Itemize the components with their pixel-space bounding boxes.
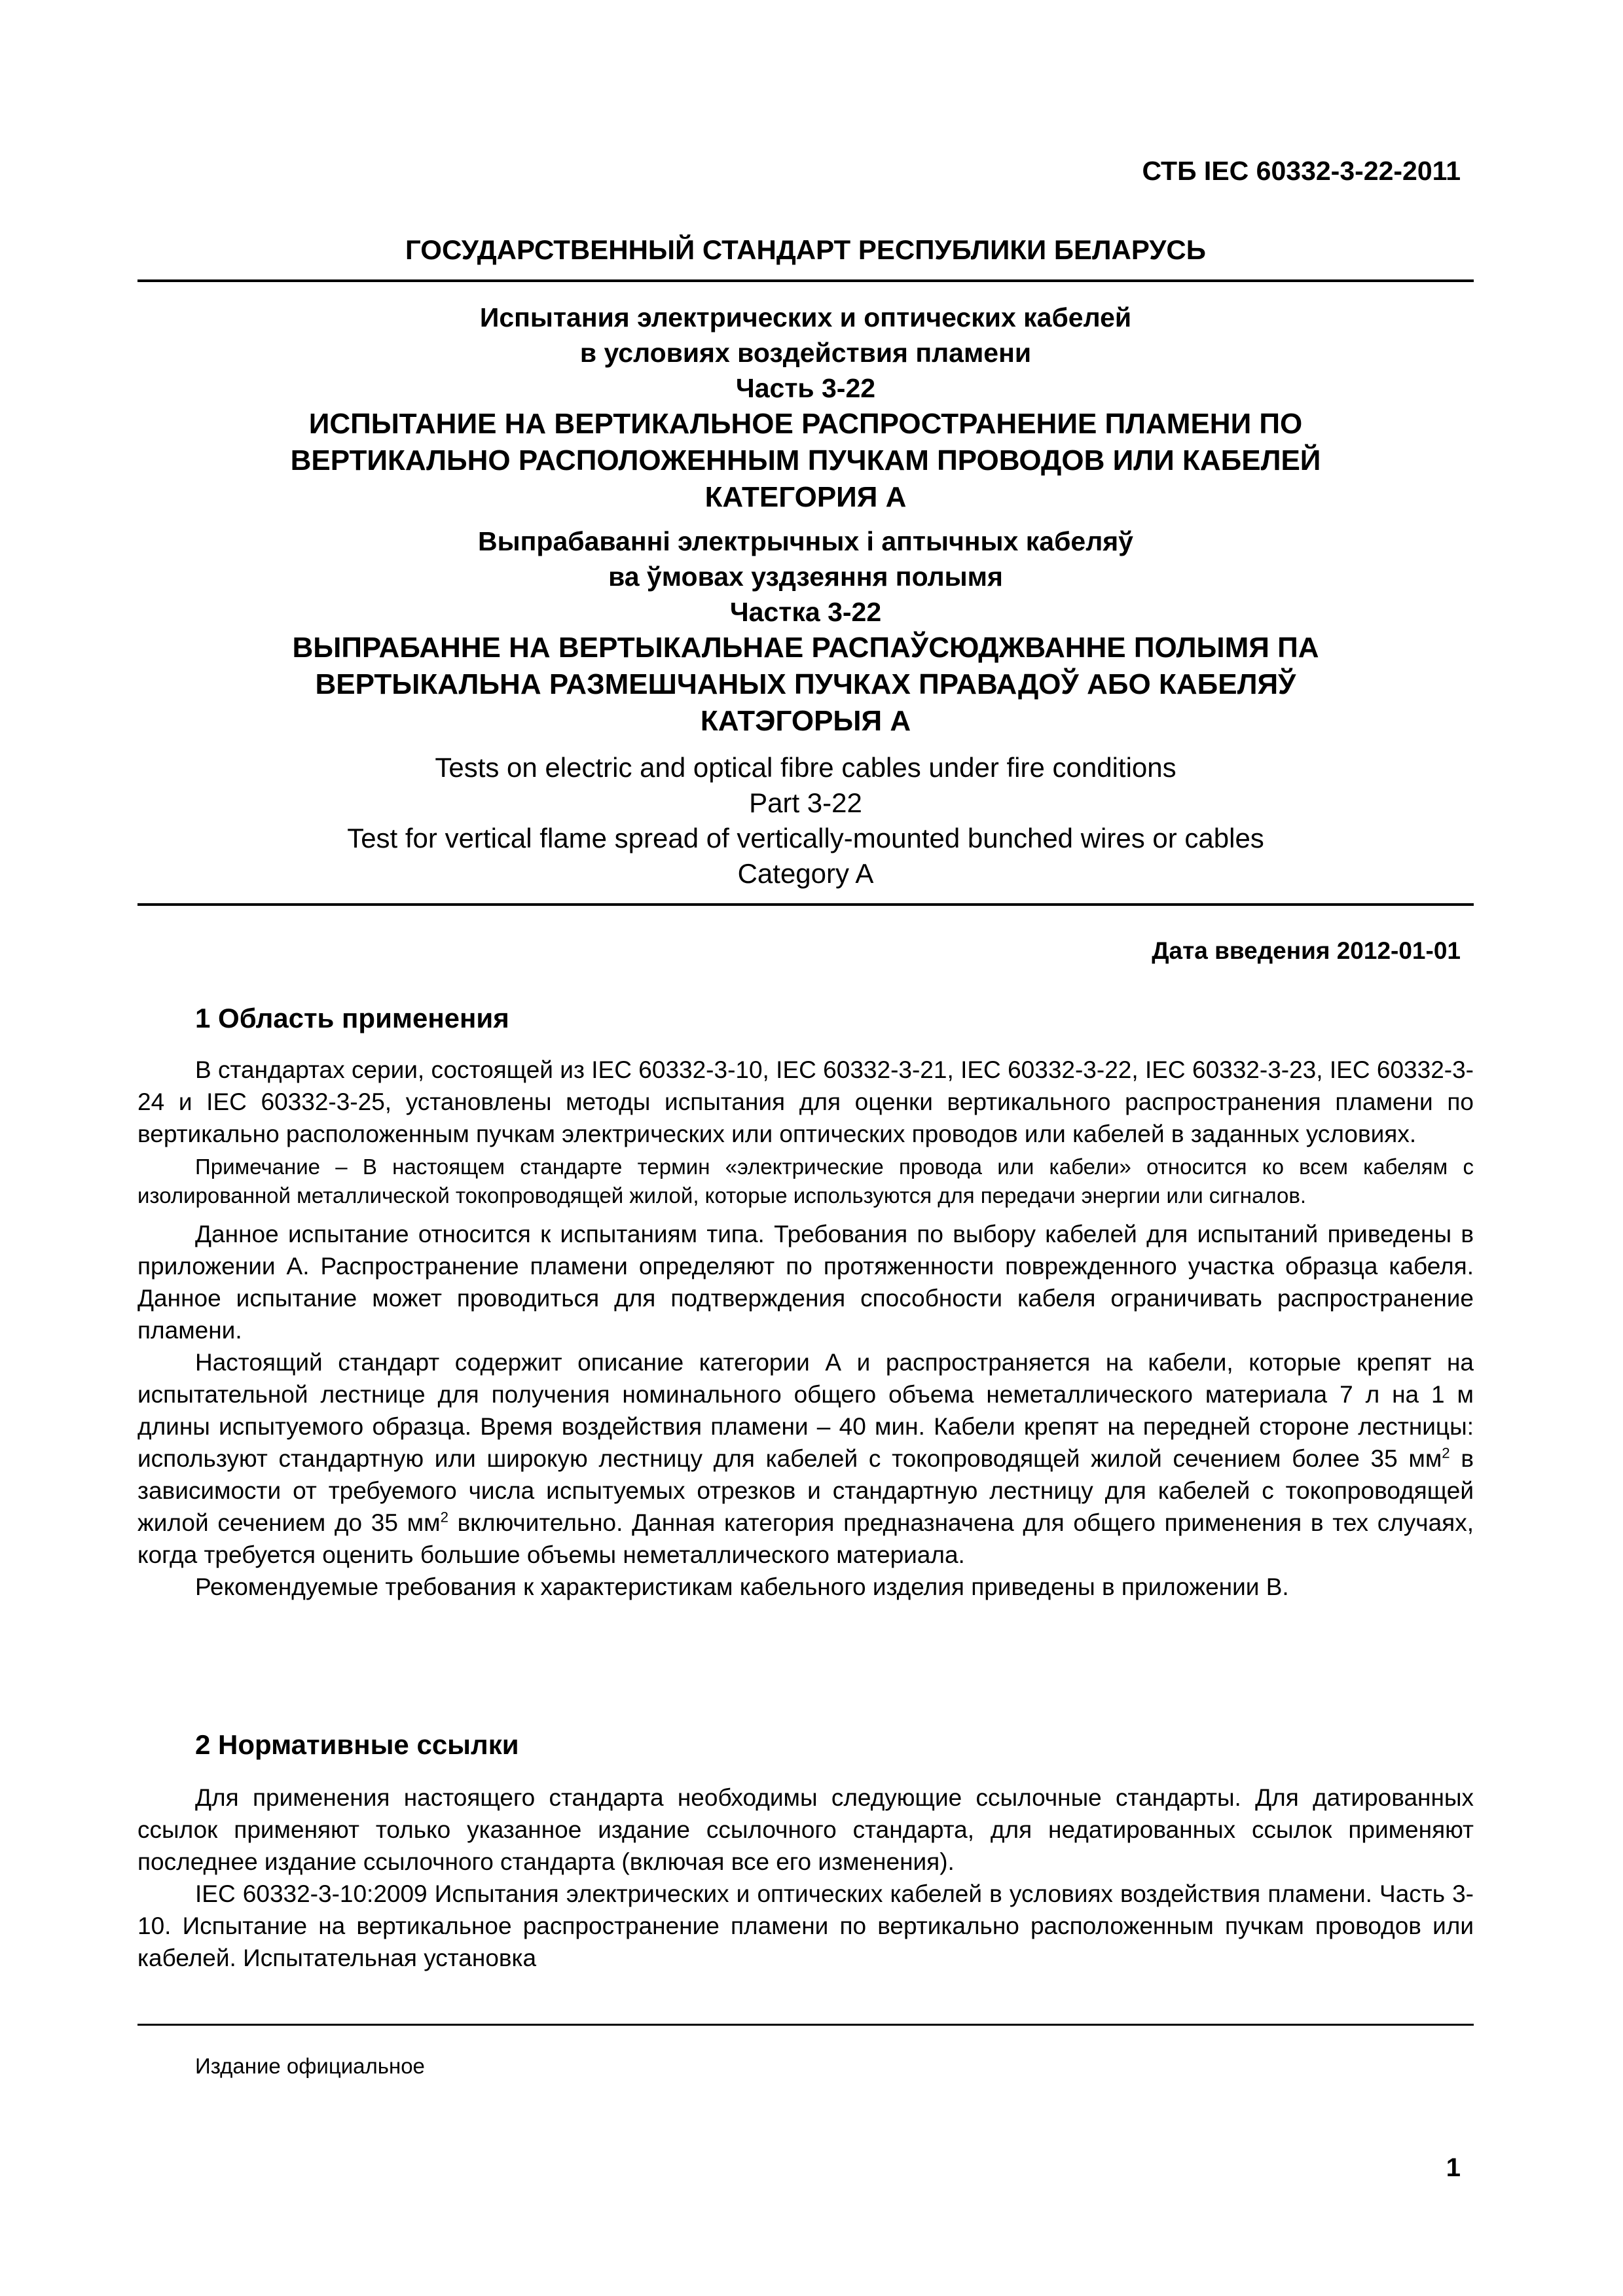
title-by-line: ВЫПРАБАННЕ НА ВЕРТЫКАЛЬНАЕ РАСПАЎСЮДЖВАННЕ ПОЛЫМЯ ПА (292, 632, 1319, 664)
title-en-line: Part 3-22 (749, 787, 862, 818)
standard-code: СТБ IEC 60332-3-22-2011 (1142, 156, 1461, 186)
title-en-line: Test for vertical flame spread of vertically-mounted bunched wires or cables (347, 823, 1264, 853)
title-ru-line: КАТЕГОРИЯ А (704, 481, 907, 513)
title-en-line: Tests on electric and optical fibre cables under fire conditions (435, 752, 1176, 783)
paragraph: Рекомендуемые требования к характеристикам кабельного изделия приведены в приложении В. (195, 1573, 1289, 1600)
title-ru (137, 300, 1474, 516)
effective-date: Дата введения 2012-01-01 (1152, 937, 1461, 964)
state-standard-heading: ГОСУДАРСТВЕННЫЙ СТАНДАРТ РЕСПУБЛИКИ БЕЛАРУСЬ (405, 234, 1206, 265)
section-2-body (137, 1782, 1474, 1974)
paragraph: Для применения настоящего стандарта необходимы следующие ссылочные стандарты. Для датированных ссылок применяют только указанное издание ссылочного стандарта, для недатированных ссылок применяют последнее издание ссылочного стандарта (включая все его изменения). (137, 1784, 1474, 1875)
title-bottom-rule (137, 903, 1474, 906)
edition-note: Издание официальное (195, 2054, 425, 2078)
note: Примечание – В настоящем стандарте термин «электрические провода или кабели» относится ко всем кабелям с изолированной металлической токопроводящей жилой, которые используются для передачи энергии или сигналов. (137, 1155, 1474, 1208)
page-number: 1 (1446, 2153, 1461, 2182)
paragraph: IEC 60332-3-10:2009 Испытания электрических и оптических кабелей в условиях воздействия пламени. Часть 3-10. Испытание на вертикальное распространение пламени по вертикально расположенным пучкам проводов или кабелей. Испытательная установка (137, 1880, 1474, 1971)
paragraph: Настоящий стандарт содержит описание категории А и распространяется на кабели, которые крепят на испытательной лестнице для получения номинального общего объема неметаллического материала 7 л на 1 м длины испытуемого образца. Время воздействия пламени – 40 мин. Кабели крепят на передней стороне лестницы: используют стандартную или широкую лестницу для кабелей с токопроводящей жилой сечением более 35 $мм^2$ в зависимости от требуемого числа испытуемых отрезков и стандартную лестницу для кабелей с токопроводящей жилой сечением до 35 $мм^2$ включительно. Данная категория предназначена для общего применения в тех случаях, когда требуется оценить большие объемы неметаллического материала. (137, 1349, 1474, 1568)
footer-rule (137, 2024, 1474, 2026)
title-en-line: Category A (737, 858, 874, 889)
paragraph: В стандартах серии, состоящей из IEC 60332-3-10, IEC 60332-3-21, IEC 60332-3-22, IEC 60332-3-23, IEC 60332-3-24 и IEC 60332-3-25, установлены методы испытания для оценки вертикального распространения пламени по вертикально расположенным пучкам электрических или оптических проводов или кабелей в заданных условиях. (137, 1056, 1474, 1147)
title-ru-line: в условиях воздействия пламени (579, 338, 1032, 368)
title-ru-line: Часть 3-22 (735, 373, 876, 403)
top-rule (137, 279, 1474, 282)
title-ru-line: Испытания электрических и оптических кабелей (479, 302, 1132, 332)
paragraph: Данное испытание относится к испытаниям типа. Требования по выбору кабелей для испытаний приведены в приложении А. Распространение пламени определяют по протяженности поврежденного участка образца кабеля. Данное испытание может проводиться для подтверждения способности кабеля ограничивать распространение пламени. (137, 1221, 1474, 1344)
section-1-body (137, 1054, 1474, 1603)
section-1-heading: 1 Область применения (195, 1003, 509, 1033)
title-by-line: ва ўмовах уздзеяння полымя (608, 562, 1003, 592)
title-ru-line: ИСПЫТАНИЕ НА ВЕРТИКАЛЬНОЕ РАСПРОСТРАНЕНИЕ ПЛАМЕНИ ПО (308, 408, 1303, 440)
title-by-line: Выпрабаванні электрычных і аптычных кабеляў (478, 526, 1133, 556)
section-2-heading: 2 Нормативные ссылки (195, 1729, 519, 1760)
title-by-line: ВЕРТЫКАЛЬНА РАЗМЕШЧАНЫХ ПУЧКАХ ПРАВАДОЎ АБО КАБЕЛЯЎ (315, 668, 1296, 700)
title-by-line: КАТЭГОРЫЯ А (700, 705, 911, 737)
title-by-line: Частка 3-22 (729, 597, 882, 627)
title-ru-line: ВЕРТИКАЛЬНО РАСПОЛОЖЕННЫМ ПУЧКАМ ПРОВОДОВ ИЛИ КАБЕЛЕЙ (290, 444, 1321, 476)
title-en (137, 750, 1474, 891)
title-by (137, 524, 1474, 740)
